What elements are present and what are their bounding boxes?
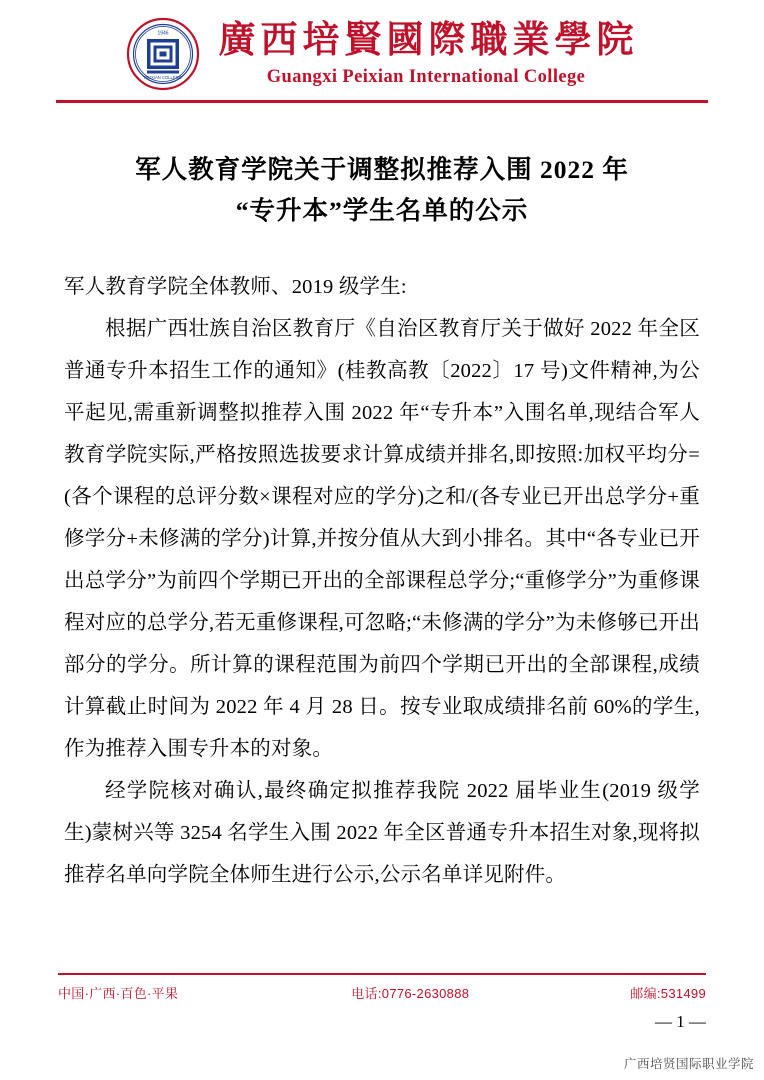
footer-divider [58,973,706,975]
letterhead-name-cn: 廣西培賢國際職業學院 [218,19,639,61]
university-crest-icon [126,17,200,91]
footer [58,983,706,1002]
body-paragraph-2: 经学院核对确认,最终确定拟推荐我院 2022 届毕业生(2019 级学生)蒙树兴等 3254 名学生入围 2022 年全区普通专升本招生对象,现将拟推荐名单向学院全体师生进行公示,公示名单详见附件。 [64,779,701,886]
letterhead-text [214,19,639,87]
footer-location: 中国·广西·百色·平果 [58,986,179,1001]
document-body [64,266,700,896]
letterhead [0,0,764,92]
svg-text:PEIXIAN COLLEGE: PEIXIAN COLLEGE [143,75,182,80]
body-paragraph-1: 根据广西壮族自治区教育厅《自治区教育厅关于做好 2022 年全区普通专升本招生工作的通知》(桂教高教〔2022〕17 号)文件精神,为公平起见,需重新调整拟推荐入围 2022 年“专升本”入围名单,现结合军人教育学院实际,严格按照选拔要求计算成绩并排名,即按照:加权平均分=(各个课程的总评分数×课程对应的学分)之和/(各专业已开出总学分+重修学分+未修满的学分)计算,并按分值从大到小排名。其中“各专业已开出总学分”为前四个学期已开出的全部课程总学分;“重修学分”为重修课程对应的总学分,若无重修课程,可忽略;“未修满的学分”为未修够已开出部分的学分。所计算的课程范围为前四个学期已开出的全部课程,成绩计算截止时间为 2022 年 4 月 28 日。按专业取成绩排名前 60%的学生,作为推荐入围专升本的对象。 [64,317,700,760]
footer-phone: 电话:0776-2630888 [351,986,470,1001]
svg-text:1946: 1946 [156,30,169,37]
page-title-line-1: 军人教育学院关于调整拟推荐入围 2022 年 [135,155,629,184]
corner-watermark-label: 广西培贤国际职业学院 [623,1057,754,1071]
salutation: 军人教育学院全体教师、2019 级学生: [64,275,407,298]
letterhead-name-en: Guangxi Peixian International College [266,66,586,87]
page-number: — 1 — [655,1012,706,1031]
page-title-line-2: “专升本”学生名单的公示 [235,196,529,226]
letterhead-divider [56,100,708,103]
footer-postcode: 邮编:531499 [630,986,706,1001]
page-title [72,149,692,232]
